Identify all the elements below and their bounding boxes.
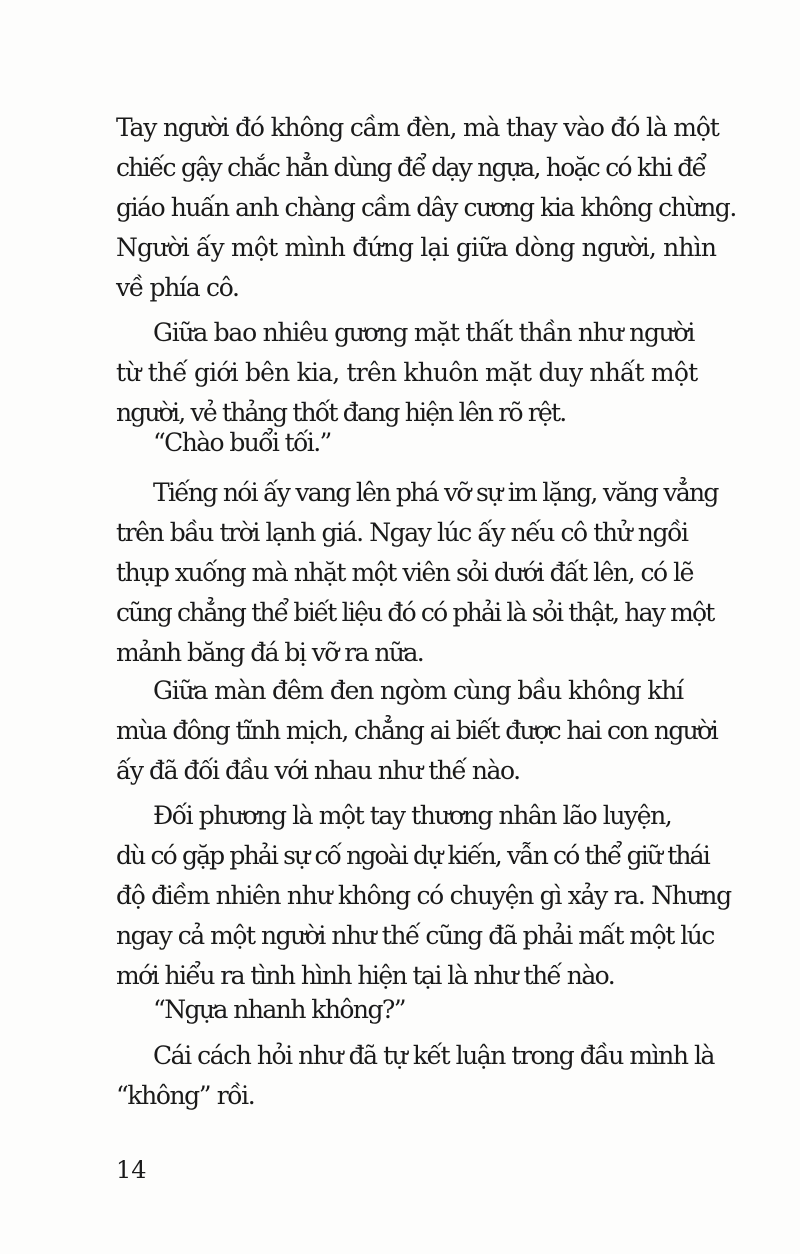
text-line: Giữa màn đêm đen ngòm cùng bầu không khí bbox=[153, 676, 684, 705]
paragraph-6 bbox=[116, 796, 731, 996]
text-line: giáo huấn anh chàng cầm dây cương kia không chừng. bbox=[116, 193, 736, 222]
paragraph-2 bbox=[116, 313, 697, 433]
paragraph-3 bbox=[116, 423, 331, 463]
text-line: từ thế giới bên kia, trên khuôn mặt duy nhất một bbox=[116, 358, 698, 387]
text-line: cũng chẳng thể biết liệu đó có phải là sỏi thật, hay một bbox=[116, 598, 714, 627]
paragraph-1 bbox=[116, 108, 736, 308]
paragraph-5 bbox=[116, 671, 717, 791]
text-line: Người ấy một mình đứng lại giữa dòng người, nhìn bbox=[116, 233, 717, 262]
text-line: mảnh băng đá bị vỡ ra nữa. bbox=[116, 638, 424, 667]
text-line: “Ngựa nhanh không?” bbox=[153, 995, 406, 1024]
paragraph-4 bbox=[116, 473, 718, 673]
text-line: Đối phương là một tay thương nhân lão luyện, bbox=[153, 801, 672, 830]
text-line: mùa đông tĩnh mịch, chẳng ai biết được hai con người bbox=[116, 716, 718, 745]
page-number: 14 bbox=[116, 1156, 147, 1184]
text-line: Cái cách hỏi như đã tự kết luận trong đầu mình là bbox=[153, 1041, 714, 1070]
text-line: dù có gặp phải sự cố ngoài dự kiến, vẫn có thể giữ thái bbox=[116, 841, 709, 870]
paragraph-7 bbox=[116, 990, 405, 1030]
text-line: “không” rồi. bbox=[116, 1081, 255, 1110]
text-line: người, vẻ thảng thốt đang hiện lên rõ rệt. bbox=[116, 398, 566, 427]
text-line: về phía cô. bbox=[116, 273, 239, 302]
text-line: chiếc gậy chắc hẳn dùng để dạy ngựa, hoặc có khi để bbox=[116, 153, 706, 182]
text-line: thụp xuống mà nhặt một viên sỏi dưới đất lên, có lẽ bbox=[116, 558, 693, 587]
paragraph-8 bbox=[116, 1036, 714, 1116]
text-line: ngay cả một người như thế cũng đã phải mất một lúc bbox=[116, 921, 714, 950]
text-line: Tay người đó không cầm đèn, mà thay vào đó là một bbox=[116, 113, 719, 142]
text-line: “Chào buổi tối.” bbox=[153, 428, 331, 457]
text-line: ấy đã đối đầu với nhau như thế nào. bbox=[116, 756, 520, 785]
text-line: mới hiểu ra tình hình hiện tại là như thế nào. bbox=[116, 961, 615, 990]
text-line: trên bầu trời lạnh giá. Ngay lúc ấy nếu cô thử ngồi bbox=[116, 518, 688, 547]
text-line: Giữa bao nhiêu gương mặt thất thần như người bbox=[153, 318, 695, 347]
text-line: độ điềm nhiên như không có chuyện gì xảy ra. Nhưng bbox=[116, 881, 731, 910]
text-line: Tiếng nói ấy vang lên phá vỡ sự im lặng, văng vẳng bbox=[153, 478, 718, 507]
